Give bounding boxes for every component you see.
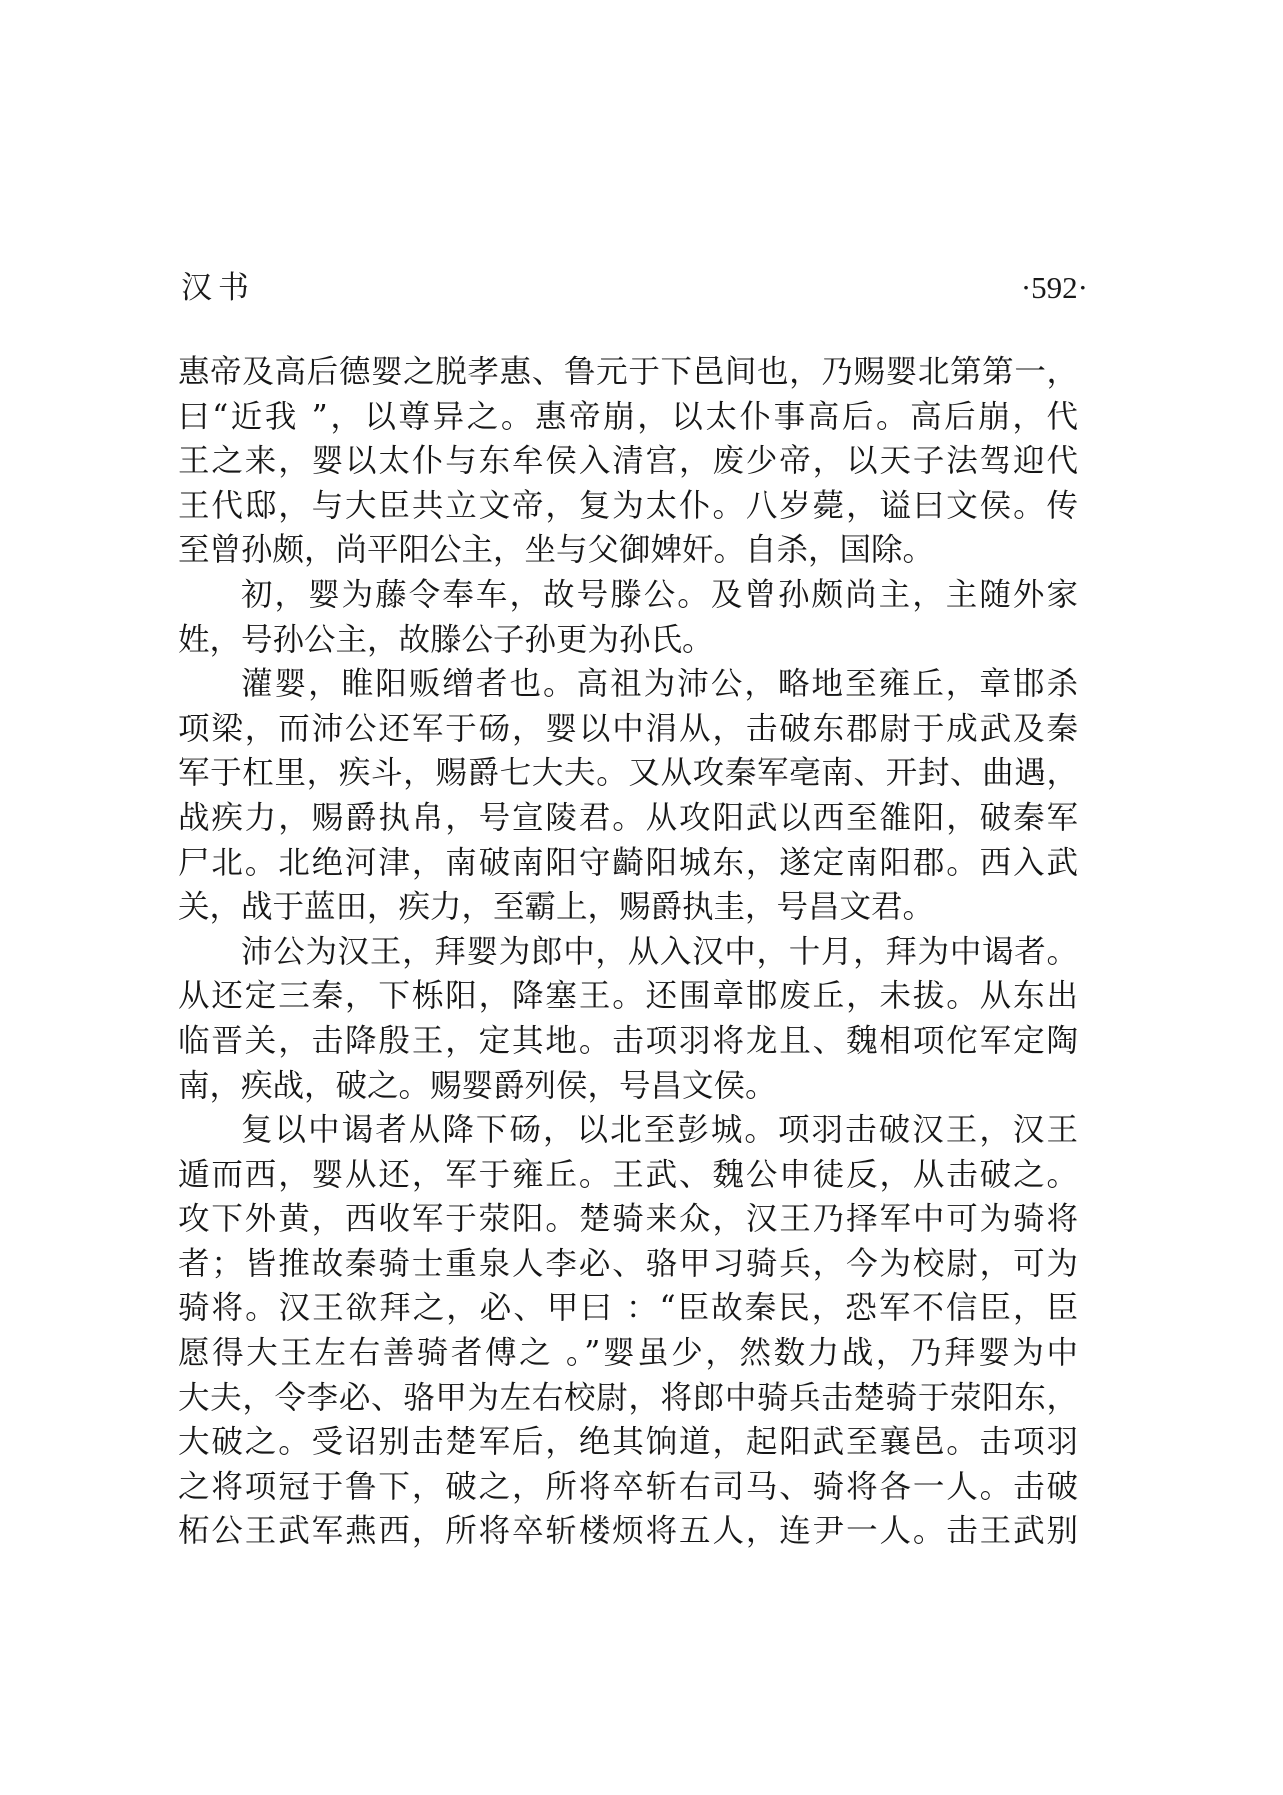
text-line: 大破之。受诏别击楚军后，绝其饷道，起阳武至襄邑。击项羽 xyxy=(178,1424,1078,1461)
text-line: 至曾孙颇，尚平阳公主，坐与父御婢奸。自杀，国除。 xyxy=(178,532,935,569)
text-line: 初，婴为藤令奉车，故号滕公。及曾孙颇尚主，主随外家 xyxy=(241,576,1078,613)
text-line: 愿得大王左右善骑者傅之 。”婴虽少，然数力战，乃拜婴为中 xyxy=(178,1335,1078,1372)
body-text xyxy=(178,350,1078,1554)
text-line: 骑将。汉王欲拜之，必、甲曰 ：“臣故秦民，恐军不信臣，臣 xyxy=(178,1290,1078,1327)
text-line: 沛公为汉王，拜婴为郎中，从入汉中，十月，拜为中谒者。 xyxy=(241,933,1078,970)
text-line: 南，疾战，破之。赐婴爵列侯，号昌文侯。 xyxy=(178,1067,777,1104)
text-line: 军于杠里，疾斗，赐爵七大夫。又从攻秦军亳南、开封、曲遇， xyxy=(178,755,1078,792)
text-line: 柘公王武军燕西，所将卒斩楼烦将五人，连尹一人。击王武别 xyxy=(178,1513,1078,1550)
text-line: 战疾力，赐爵执帛，号宣陵君。从攻阳武以西至雒阳，破秦军 xyxy=(178,799,1078,836)
book-title: 汉书 xyxy=(181,270,255,306)
text-line: 复以中谒者从降下砀，以北至彭城。项羽击破汉王，汉王 xyxy=(241,1112,1078,1149)
text-line: 大夫，令李必、骆甲为左右校尉，将郎中骑兵击楚骑于荥阳东， xyxy=(178,1379,1078,1416)
text-line: 尸北。北绝河津，南破南阳守齮阳城东，遂定南阳郡。西入武 xyxy=(178,844,1078,881)
text-line: 关，战于蓝田，疾力，至霸上，赐爵执圭，号昌文君。 xyxy=(178,889,935,926)
text-line: 王代邸，与大臣共立文帝，复为太仆。八岁薨，谥曰文侯。传 xyxy=(178,487,1078,524)
text-line: 之将项冠于鲁下，破之，所将卒斩右司马、骑将各一人。击破 xyxy=(178,1468,1078,1505)
text-line: 惠帝及高后德婴之脱孝惠、鲁元于下邑间也，乃赐婴北第第一， xyxy=(178,354,1078,390)
text-line: 姓，号孙公主，故滕公子孙更为孙氏。 xyxy=(178,621,714,658)
text-line: 者；皆推故秦骑士重泉人李必、骆甲习骑兵，今为校尉，可为 xyxy=(178,1245,1078,1282)
page-number: ·592· xyxy=(1020,270,1088,305)
page-header xyxy=(181,268,1088,318)
text-line: 从还定三秦，下栎阳，降塞王。还围章邯废丘，未拔。从东出 xyxy=(178,978,1078,1015)
text-line: 灌婴，睢阳贩缯者也。高祖为沛公，略地至雍丘，章邯杀 xyxy=(241,666,1078,703)
text-line: 曰“近我 ”，以尊异之。惠帝崩，以太仆事高后。高后崩，代 xyxy=(178,398,1078,435)
text-line: 王之来，婴以太仆与东牟侯入清宫，废少帝，以天子法驾迎代 xyxy=(178,443,1078,480)
text-line: 临晋关，击降殷王，定其地。击项羽将龙且、魏相项佗军定陶 xyxy=(178,1022,1078,1059)
text-line: 攻下外黄，西收军于荥阳。楚骑来众，汉王乃择军中可为骑将 xyxy=(178,1201,1078,1238)
text-line: 项梁，而沛公还军于砀，婴以中涓从，击破东郡尉于成武及秦 xyxy=(178,710,1078,747)
text-line: 遁而西，婴从还，军于雍丘。王武、魏公申徒反，从击破之。 xyxy=(178,1156,1078,1193)
